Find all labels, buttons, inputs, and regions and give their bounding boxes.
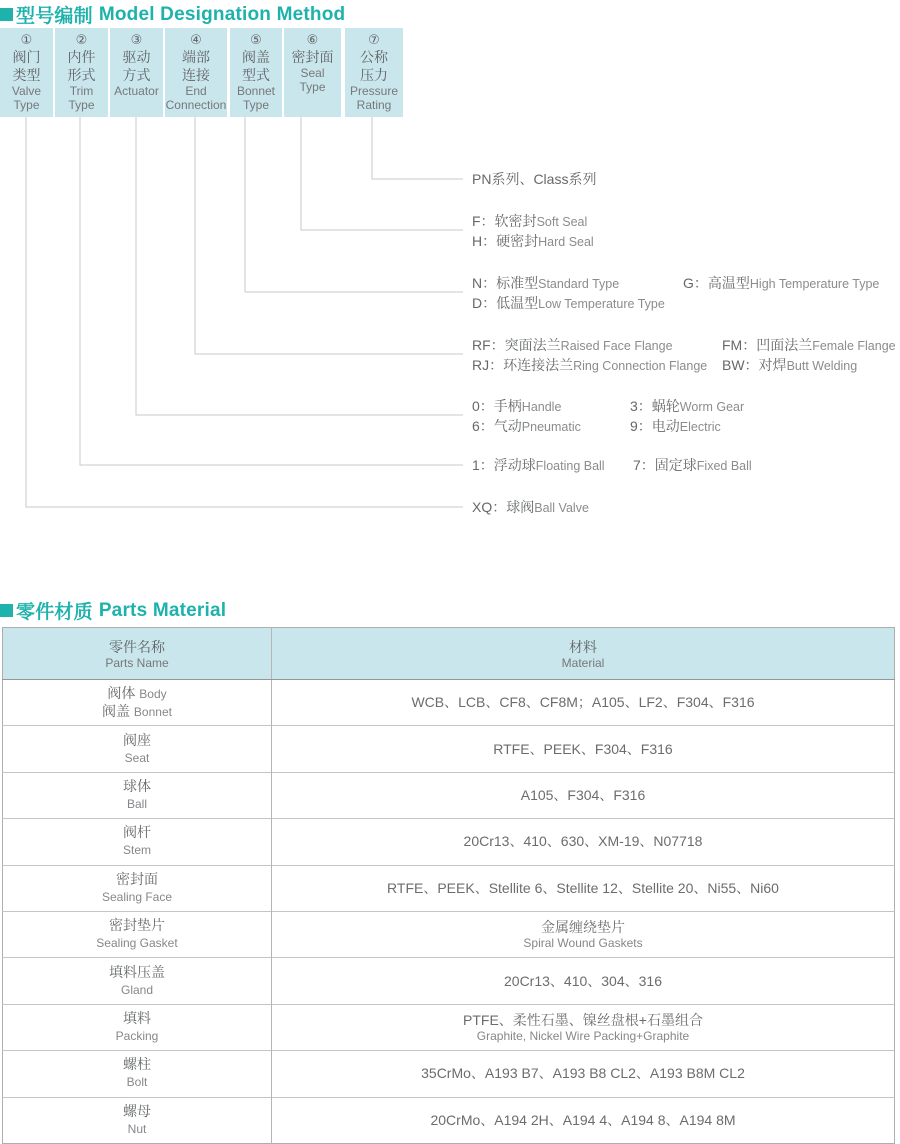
box-label-cn: 阀门 (12, 49, 41, 65)
box-label-cn: 公称 (360, 49, 388, 65)
part-name-en: Bolt (126, 1075, 148, 1090)
part-name-cn: 阀体 (107, 684, 136, 701)
material-cell (272, 680, 895, 726)
option-code-cn: RF：突面法兰 (472, 337, 561, 353)
option-code-cn: XQ：球阀 (472, 499, 535, 515)
part-name-line (4, 795, 270, 813)
option-code-cn: N：标准型 (472, 275, 539, 291)
designation-entry-trim-type-line1 (472, 455, 752, 475)
part-name-line (4, 749, 270, 767)
box-number: ⑥ (306, 32, 319, 47)
part-name-line (4, 1010, 270, 1027)
col-header-parts-name-en: Parts Name (105, 655, 169, 670)
part-name-cell (3, 726, 272, 772)
box-label-cn: 驱动 (122, 49, 151, 65)
part-name-en: Bonnet (133, 704, 172, 719)
box-label-cn: 型式 (242, 67, 270, 83)
box-label-cn: 内件 (67, 49, 96, 65)
box-label-en: Seal (300, 66, 325, 80)
part-name-line (4, 981, 270, 999)
part-name-en: Sealing Gasket (96, 936, 178, 951)
box-label-en: Trim (69, 84, 94, 98)
connector-end-connection (195, 117, 463, 354)
box-label-en: Connection (165, 98, 227, 112)
part-name-line (4, 917, 270, 934)
box-label-en: Pressure (349, 84, 399, 98)
parts-table-row-5 (3, 865, 895, 911)
col-header-material-cn: 材料 (569, 638, 597, 655)
designation-entries (472, 0, 898, 540)
box-label-cn: 方式 (122, 67, 151, 83)
option-code-cn: 1：浮动球 (472, 457, 536, 473)
part-name-line (4, 1120, 270, 1138)
parts-table-row-8 (3, 1004, 895, 1050)
box-label-cn: 连接 (182, 67, 210, 83)
part-name-cn: 螺柱 (123, 1056, 151, 1073)
material-cell (272, 1097, 895, 1143)
box-label-en: Type (299, 80, 326, 94)
part-name-line (4, 1027, 270, 1045)
connector-pressure-rating (372, 117, 463, 179)
section-title-parts-material (0, 597, 226, 624)
option-code-cn: BW：对焊 (722, 357, 787, 373)
part-name-en: Nut (127, 1121, 147, 1136)
box-number: ⑤ (250, 32, 262, 47)
parts-table-row-1 (3, 680, 895, 726)
option-en: High Temperature Type (749, 277, 880, 291)
designation-entry-end-connection-line1 (472, 335, 896, 355)
box-label-en: End (185, 84, 207, 98)
option-en: Ring Connection Flange (573, 359, 708, 373)
part-name-cell (3, 1004, 272, 1050)
part-name-cn: 填料压盖 (109, 963, 165, 980)
box-label-en: Actuator (114, 84, 159, 98)
part-name-en: Sealing Face (101, 889, 173, 904)
designation-option (472, 233, 594, 250)
connector-seal-type (301, 117, 463, 230)
material-value: WCB、LCB、CF8、CF8M；A105、LF2、F304、F316 (411, 694, 755, 711)
part-name-cell (3, 680, 272, 726)
designation-option (722, 335, 896, 356)
part-name-line (4, 1073, 270, 1091)
designation-option (472, 337, 673, 354)
designation-option (683, 273, 879, 294)
box-label-en: Valve (11, 84, 42, 98)
parts-table-header-row (3, 628, 895, 680)
box-label-cn: 阀盖 (242, 49, 270, 65)
material-value: RTFE、PEEK、Stellite 6、Stellite 12、Stellite 20、Ni55、Ni60 (387, 879, 779, 896)
section-title-en: Parts Material (98, 599, 227, 621)
part-name-line (4, 1103, 270, 1120)
parts-table-row-4 (3, 819, 895, 865)
part-name-line (4, 824, 270, 841)
option-en: Raised Face Flange (560, 339, 673, 353)
designation-option (472, 171, 596, 188)
part-name-cn: 密封垫片 (109, 917, 165, 934)
material-value: PTFE、柔性石墨、镍丝盘根+石墨组合 (463, 1011, 703, 1028)
designation-entry-actuator-line1 (472, 396, 745, 416)
part-name-en: Seat (124, 750, 150, 765)
material-cell (272, 819, 895, 865)
option-code-cn: 6：气动 (472, 418, 522, 434)
designation-option (630, 396, 744, 417)
connector-trim-type (80, 117, 463, 465)
connector-bonnet-type (245, 117, 463, 292)
parts-table-row-7 (3, 958, 895, 1004)
option-en: Soft Seal (536, 215, 588, 229)
designation-option (472, 295, 665, 312)
option-en: Fixed Ball (696, 459, 752, 473)
part-name-cn: 填料 (123, 1009, 151, 1026)
designation-entry-pressure-rating-line1 (472, 169, 596, 189)
parts-table-row-2 (3, 726, 895, 772)
parts-table-body (3, 680, 895, 1144)
material-cell (272, 772, 895, 818)
designation-option (630, 416, 721, 437)
material-cell (272, 1051, 895, 1097)
box-label-en: Rating (356, 98, 392, 112)
col-header-parts-name (3, 628, 272, 680)
option-en: Floating Ball (535, 459, 605, 473)
material-value-sub: Graphite, Nickel Wire Packing+Graphite (476, 1028, 690, 1043)
box-number: ② (75, 32, 88, 47)
box-label-en: Type (242, 98, 269, 112)
part-name-cell (3, 958, 272, 1004)
option-en: Low Temperature Type (538, 297, 665, 311)
part-name-line (4, 703, 270, 721)
section-title-en: Model Designation Method (98, 3, 346, 25)
material-value-sub: Spiral Wound Gaskets (523, 936, 643, 951)
designation-option (472, 457, 605, 474)
box-number: ③ (130, 32, 143, 47)
material-cell (272, 865, 895, 911)
designation-option (722, 355, 857, 376)
material-value: 20Cr13、410、304、316 (504, 972, 662, 989)
material-value: 20CrMo、A194 2H、A194 4、A194 8、A194 8M (430, 1111, 736, 1128)
col-header-parts-name-cn: 零件名称 (109, 638, 165, 655)
option-code-cn: F：软密封 (472, 213, 537, 229)
part-name-cell (3, 865, 272, 911)
box-label-cn: 密封面 (291, 49, 334, 65)
designation-entry-seal-type-line1 (472, 211, 587, 231)
part-name-en: Ball (126, 796, 147, 811)
section-title-cn: 型号编制 (16, 6, 93, 27)
parts-table-row-3 (3, 772, 895, 818)
box-number: ① (20, 32, 33, 47)
option-en: Ball Valve (534, 501, 589, 515)
designation-option (472, 275, 619, 292)
option-code-cn: 0：手柄 (472, 398, 522, 414)
parts-table-row-6 (3, 911, 895, 957)
option-en: Pneumatic (521, 420, 581, 434)
designation-connector-lines (0, 0, 470, 520)
part-name-cell (3, 1097, 272, 1143)
option-code-cn: PN系列、Class系列 (472, 171, 597, 187)
part-name-cn: 螺母 (123, 1102, 151, 1119)
material-value: 20Cr13、410、630、XM-19、N07718 (463, 833, 703, 850)
designation-option (472, 213, 587, 230)
col-header-material (272, 628, 895, 680)
box-label-en: Type (68, 98, 95, 112)
part-name-line (4, 841, 270, 859)
box-number: ⑦ (368, 32, 380, 47)
part-name-en: Body (139, 686, 167, 701)
part-name-cn: 阀盖 (102, 702, 131, 719)
part-name-en: Stem (122, 843, 151, 858)
heading-square-icon (0, 604, 13, 617)
material-cell (272, 726, 895, 772)
material-cell (272, 911, 895, 957)
option-code-cn: D：低温型 (472, 295, 539, 311)
option-code-cn: 3：蜗轮 (630, 398, 680, 414)
part-name-line (4, 888, 270, 906)
box-label-cn: 类型 (12, 67, 41, 83)
designation-entry-end-connection-line2 (472, 355, 858, 375)
part-name-line (4, 934, 270, 952)
designation-option (472, 418, 581, 435)
box-label-en: Bonnet (236, 84, 276, 98)
part-name-line (4, 732, 270, 749)
part-name-line (4, 685, 270, 703)
box-number: ④ (190, 32, 202, 47)
part-name-en: Gland (120, 982, 154, 997)
designation-entry-bonnet-type-line1 (472, 273, 880, 293)
option-en: Standard Type (538, 277, 620, 291)
part-name-cn: 密封面 (116, 870, 158, 887)
designation-entry-valve-type-line1 (472, 497, 589, 517)
option-code-cn: G：高温型 (683, 275, 750, 291)
option-en: Electric (679, 420, 721, 434)
part-name-line (4, 1056, 270, 1073)
box-label-cn: 形式 (67, 67, 96, 83)
material-value: 金属缠绕垫片 (541, 919, 625, 936)
part-name-cell (3, 819, 272, 865)
option-en: Female Flange (812, 339, 896, 353)
part-name-line (4, 778, 270, 795)
designation-option (472, 398, 561, 415)
option-en: Hard Seal (538, 235, 594, 249)
part-name-cell (3, 772, 272, 818)
material-cell (272, 1004, 895, 1050)
box-label-cn: 压力 (360, 67, 388, 83)
option-code-cn: 9：电动 (630, 418, 680, 434)
col-header-material-en: Material (561, 655, 605, 670)
option-code-cn: RJ：环连接法兰 (472, 357, 574, 373)
connector-actuator (136, 117, 463, 415)
option-en: Butt Welding (786, 359, 858, 373)
part-name-cn: 阀杆 (123, 824, 151, 841)
option-en: Handle (521, 400, 562, 414)
part-name-en: Packing (115, 1028, 159, 1043)
designation-entry-actuator-line2 (472, 416, 721, 436)
parts-material-table (2, 627, 895, 1144)
part-name-cn: 阀座 (123, 731, 151, 748)
designation-option (472, 357, 707, 374)
designation-entry-seal-type-line2 (472, 231, 594, 251)
part-name-cell (3, 911, 272, 957)
option-en: Worm Gear (679, 400, 745, 414)
material-value: RTFE、PEEK、F304、F316 (493, 740, 673, 757)
part-name-line (4, 871, 270, 888)
option-code-cn: H：硬密封 (472, 233, 539, 249)
box-label-en: Type (13, 98, 40, 112)
parts-table-row-10 (3, 1097, 895, 1143)
section-title-cn: 零件材质 (16, 602, 93, 623)
part-name-cn: 球体 (123, 777, 151, 794)
box-label-cn: 端部 (182, 49, 210, 65)
material-value: 35CrMo、A193 B7、A193 B8 CL2、A193 B8M CL2 (421, 1065, 745, 1082)
option-code-cn: FM：凹面法兰 (722, 337, 813, 353)
part-name-cell (3, 1051, 272, 1097)
material-cell (272, 958, 895, 1004)
material-value: A105、F304、F316 (520, 786, 646, 803)
designation-option (472, 499, 589, 516)
designation-entry-bonnet-type-line2 (472, 293, 665, 313)
parts-table-row-9 (3, 1051, 895, 1097)
option-code-cn: 7：固定球 (633, 457, 697, 473)
part-name-line (4, 964, 270, 981)
designation-option (633, 455, 752, 476)
